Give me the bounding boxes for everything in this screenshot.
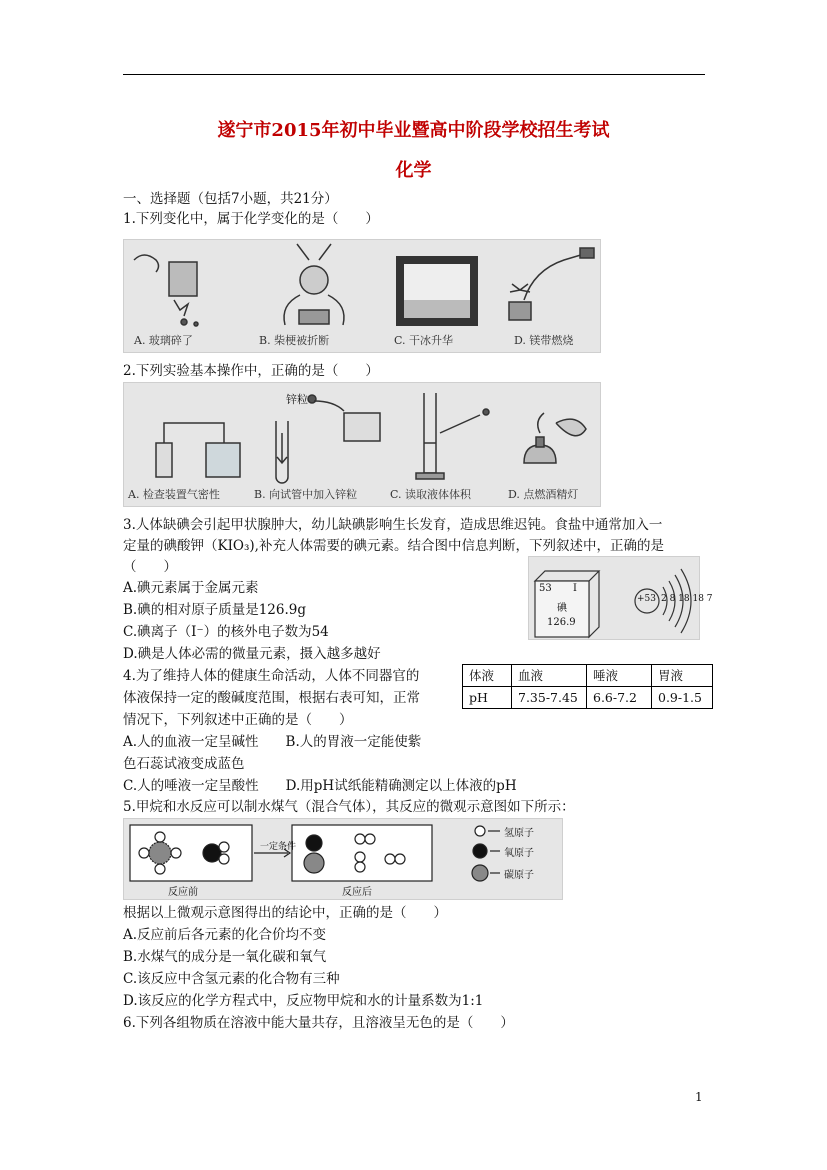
zinc-label: 锌粒: [286, 393, 308, 406]
q2-caption-b: B. 向试管中加入锌粒: [254, 488, 358, 501]
subject-title: 化学: [395, 160, 432, 181]
q5-question: 根据以上微观示意图得出的结论中，正确的是（ ）: [123, 905, 447, 921]
q2-stem: 2.下列实验基本操作中，正确的是（ ）: [123, 363, 379, 379]
ph-table-row: [463, 687, 713, 709]
ph-row-label: pH: [463, 687, 512, 709]
q5-stem: 5.甲烷和水反应可以制水煤气（混合气体），其反应的微观示意图如下所示：: [123, 799, 575, 815]
ph-table-header-row: [463, 665, 713, 687]
electron-shells: 2 8 18 18 7: [661, 594, 713, 604]
iodine-figure: [528, 556, 713, 640]
element-mass: 126.9: [547, 617, 576, 628]
q1-caption-c: C. 干冰升华: [394, 334, 454, 347]
element-symbol: I: [573, 583, 577, 594]
q4-option-b-cont: 色石蕊试液变成蓝色: [123, 756, 245, 772]
q5-option-b: B.水煤气的成分是一氧化碳和氧气: [123, 949, 327, 965]
before-label: 反应前: [168, 887, 198, 898]
q2-figure: [123, 382, 601, 507]
element-name: 碘: [557, 603, 567, 614]
ph-header-gastric: 胃液: [652, 665, 713, 687]
ph-saliva-value: 6.6-7.2: [587, 687, 652, 709]
q3-option-c: C.碘离子（I⁻）的核外电子数为54: [123, 624, 329, 640]
q3-option-d: D.碘是人体必需的微量元素，摄入越多越好: [123, 646, 381, 662]
legend-oxygen: 氧原子: [504, 848, 534, 859]
nucleus-charge: +53: [637, 594, 656, 604]
after-label: 反应后: [342, 887, 372, 898]
q2-illustration: [124, 383, 602, 487]
q4-line-1: 4.为了维持人体的健康生命活动，人体不同器官的: [123, 668, 420, 684]
q1-figure: [123, 239, 601, 353]
q1-caption-b: B. 柴梗被折断: [259, 334, 330, 347]
page-number: 1: [695, 1090, 703, 1104]
q4-line-3: 情况下，下列叙述中正确的是（ ）: [123, 712, 353, 728]
element-number: 53: [539, 583, 552, 594]
q3-line-1: 3.人体缺碘会引起甲状腺肿大，幼儿缺碘影响生长发育，造成思维迟钝。食盐中通常加入一: [123, 517, 663, 533]
q1-caption-d: D. 镁带燃烧: [514, 334, 574, 347]
ph-header-fluid: 体液: [463, 665, 512, 687]
q6-stem: 6.下列各组物质在溶液中能大量共存，且溶液呈无色的是（ ）: [123, 1015, 514, 1031]
reaction-condition: 一定条件: [260, 842, 297, 852]
q5-option-c: C.该反应中含氢元素的化合物有三种: [123, 971, 340, 987]
legend-carbon: 碳原子: [504, 870, 534, 881]
q1-illustration: [124, 240, 602, 332]
q2-caption-a: A. 检查装置气密性: [128, 488, 220, 501]
q2-caption-d: D. 点燃酒精灯: [508, 488, 579, 501]
q5-option-a: A.反应前后各元素的化合价均不变: [123, 927, 327, 943]
legend-hydrogen: 氢原子: [504, 828, 534, 839]
q2-caption-c: C. 读取液体体积: [390, 488, 472, 501]
header-rule: [123, 74, 705, 75]
ph-gastric-value: 0.9-1.5: [652, 687, 713, 709]
exam-title: 遂宁市2015年初中毕业暨高中阶段学校招生考试: [217, 120, 610, 141]
q4-options-ab: A.人的血液一定呈碱性 B.人的胃液一定能使紫: [123, 734, 422, 750]
q3-option-a: A.碘元素属于金属元素: [123, 580, 259, 596]
ph-table: [462, 664, 713, 709]
ph-blood-value: 7.35-7.45: [512, 687, 587, 709]
ph-header-blood: 血液: [512, 665, 587, 687]
q3-line-2: 定量的碘酸钾（KIO₃),补充人体需要的碘元素。结合图中信息判断，下列叙述中，正确的是: [123, 538, 664, 554]
ph-header-saliva: 唾液: [587, 665, 652, 687]
q5-option-d: D.该反应的化学方程式中，反应物甲烷和水的计量系数为1:1: [123, 993, 484, 1009]
q1-caption-a: A. 玻璃碎了: [134, 334, 193, 347]
q1-stem: 1.下列变化中，属于化学变化的是（ ）: [123, 211, 379, 227]
section-heading: 一、选择题（包括7小题，共21分）: [123, 191, 338, 207]
q5-figure: [123, 818, 563, 900]
q3-line-3: （ ）: [123, 559, 177, 575]
q4-options-cd: C.人的唾液一定呈酸性 D.用pH试纸能精确测定以上体液的pH: [123, 778, 517, 794]
q4-line-2: 体液保持一定的酸碱度范围，根据右表可知，正常: [123, 690, 420, 706]
q3-option-b: B.碘的相对原子质量是126.9g: [123, 602, 307, 618]
